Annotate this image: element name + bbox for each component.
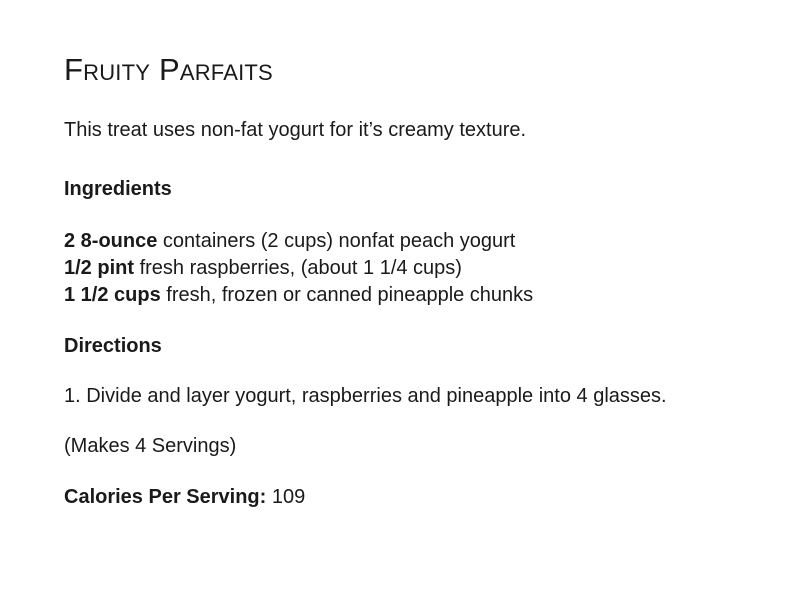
ingredient-amount: 2 8-ounce	[64, 230, 158, 252]
ingredient-description: containers (2 cups) nonfat peach yogurt	[157, 230, 516, 252]
ingredient-item	[64, 228, 515, 254]
ingredient-amount: 1/2 pint	[64, 257, 135, 279]
recipe-title: Fruity Parfaits	[64, 52, 273, 87]
ingredient-item	[64, 255, 462, 281]
ingredient-description: fresh, frozen or canned pineapple chunks	[160, 284, 534, 306]
calories-line	[64, 484, 305, 510]
calories-value: 109	[266, 486, 306, 508]
ingredient-amount: 1 1/2 cups	[64, 284, 161, 306]
recipe-intro: This treat uses non-fat yogurt for it’s creamy texture.	[64, 119, 527, 141]
calories-label: Calories Per Serving:	[64, 486, 267, 508]
ingredient-item	[64, 282, 533, 308]
servings-note: (Makes 4 Servings)	[64, 435, 237, 457]
ingredient-description: fresh raspberries, (about 1 1/4 cups)	[134, 257, 462, 279]
directions-heading: Directions	[64, 335, 162, 357]
direction-step: 1. Divide and layer yogurt, raspberries and pineapple into 4 glasses.	[64, 385, 667, 407]
ingredients-heading: Ingredients	[64, 178, 172, 200]
